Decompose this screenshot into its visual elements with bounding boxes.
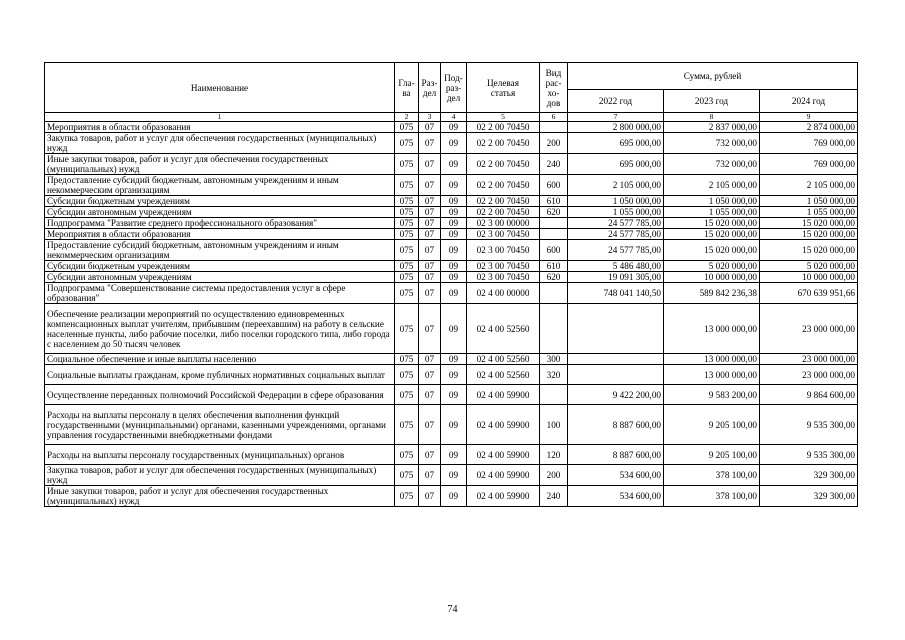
row-sum-2024: 9 864 600,00 (760, 385, 858, 405)
row-podrazdel: 09 (441, 272, 467, 283)
row-sum-2023: 2 837 000,00 (664, 122, 760, 133)
row-razdel: 07 (419, 175, 441, 196)
row-sum-2022: 1 050 000,00 (568, 196, 664, 207)
row-razdel: 07 (419, 445, 441, 465)
row-celevaya-statya: 02 3 00 70450 (467, 229, 540, 240)
row-name: Расходы на выплаты персоналу в целях обеспечения выполнения функций государственными (муниципальными) органами, казенными учреждениями, органами управления государственными внебюджетными фондами (45, 405, 395, 445)
row-razdel: 07 (419, 354, 441, 365)
row-razdel: 07 (419, 154, 441, 175)
row-celevaya-statya: 02 4 00 00000 (467, 283, 540, 304)
row-glava: 075 (395, 229, 419, 240)
table-row (45, 218, 858, 229)
row-celevaya-statya: 02 3 00 00000 (467, 218, 540, 229)
row-sum-2023: 13 000 000,00 (664, 304, 760, 354)
row-glava: 075 (395, 154, 419, 175)
table-row (45, 354, 858, 365)
row-glava: 075 (395, 240, 419, 261)
row-name: Иные закупки товаров, работ и услуг для обеспечения государственных (муниципальных) нужд (45, 154, 395, 175)
row-podrazdel: 09 (441, 283, 467, 304)
row-vid-rashodov: 100 (540, 405, 568, 445)
table-row (45, 365, 858, 385)
row-podrazdel: 09 (441, 154, 467, 175)
row-razdel: 07 (419, 196, 441, 207)
row-celevaya-statya: 02 2 00 70450 (467, 196, 540, 207)
row-sum-2022: 8 887 600,00 (568, 405, 664, 445)
row-podrazdel: 09 (441, 465, 467, 486)
row-celevaya-statya: 02 2 00 70450 (467, 207, 540, 218)
row-sum-2022: 5 486 480,00 (568, 261, 664, 272)
page-number: 74 (447, 604, 458, 615)
row-sum-2023: 10 000 000,00 (664, 272, 760, 283)
row-glava: 075 (395, 354, 419, 365)
row-glava: 075 (395, 385, 419, 405)
row-celevaya-statya: 02 2 00 70450 (467, 154, 540, 175)
row-sum-2024: 15 020 000,00 (760, 240, 858, 261)
row-podrazdel: 09 (441, 196, 467, 207)
row-podrazdel: 09 (441, 207, 467, 218)
row-glava: 075 (395, 365, 419, 385)
table-row (45, 283, 858, 304)
row-glava: 075 (395, 304, 419, 354)
row-sum-2024: 10 000 000,00 (760, 272, 858, 283)
row-sum-2024: 2 874 000,00 (760, 122, 858, 133)
row-razdel: 07 (419, 133, 441, 154)
header-year-2023: 2023 год (664, 90, 760, 113)
row-celevaya-statya: 02 4 00 52560 (467, 304, 540, 354)
row-name: Социальные выплаты гражданам, кроме публичных нормативных социальных выплат (45, 365, 395, 385)
row-razdel: 07 (419, 122, 441, 133)
header-year-2024: 2024 год (760, 90, 858, 113)
row-celevaya-statya: 02 3 00 70450 (467, 240, 540, 261)
row-sum-2023: 589 842 236,38 (664, 283, 760, 304)
row-sum-2022: 24 577 785,00 (568, 218, 664, 229)
row-podrazdel: 09 (441, 365, 467, 385)
row-razdel: 07 (419, 272, 441, 283)
table-row (45, 154, 858, 175)
row-name: Подпрограмма "Развитие среднего профессионального образования" (45, 218, 395, 229)
row-sum-2024: 670 639 951,66 (760, 283, 858, 304)
row-glava: 075 (395, 196, 419, 207)
row-sum-2023: 15 020 000,00 (664, 240, 760, 261)
row-podrazdel: 09 (441, 261, 467, 272)
header-year-2022: 2022 год (568, 90, 664, 113)
row-razdel: 07 (419, 465, 441, 486)
row-vid-rashodov: 620 (540, 272, 568, 283)
row-podrazdel: 09 (441, 304, 467, 354)
row-sum-2024: 769 000,00 (760, 133, 858, 154)
header-podrazdel: Под- раз- дел (441, 63, 467, 113)
row-celevaya-statya: 02 4 00 52560 (467, 354, 540, 365)
row-name: Закупка товаров, работ и услуг для обеспечения государственных (муниципальных) нужд (45, 133, 395, 154)
row-vid-rashodov: 600 (540, 175, 568, 196)
row-vid-rashodov: 200 (540, 465, 568, 486)
row-razdel: 07 (419, 405, 441, 445)
row-glava: 075 (395, 486, 419, 507)
row-glava: 075 (395, 405, 419, 445)
row-glava: 075 (395, 261, 419, 272)
row-name: Субсидии бюджетным учреждениям (45, 261, 395, 272)
row-name: Мероприятия в области образования (45, 229, 395, 240)
row-sum-2023: 732 000,00 (664, 154, 760, 175)
table-row (45, 175, 858, 196)
row-name: Расходы на выплаты персоналу государственных (муниципальных) органов (45, 445, 395, 465)
row-sum-2022: 24 577 785,00 (568, 240, 664, 261)
row-sum-2022: 748 041 140,50 (568, 283, 664, 304)
table-row (45, 240, 858, 261)
row-sum-2024: 23 000 000,00 (760, 304, 858, 354)
table-row (45, 261, 858, 272)
row-name: Закупка товаров, работ и услуг для обеспечения государственных (муниципальных) нужд (45, 465, 395, 486)
row-sum-2023: 13 000 000,00 (664, 354, 760, 365)
row-sum-2022 (568, 304, 664, 354)
row-sum-2024: 1 050 000,00 (760, 196, 858, 207)
row-sum-2023: 732 000,00 (664, 133, 760, 154)
row-sum-2022: 19 091 305,00 (568, 272, 664, 283)
table-row (45, 122, 858, 133)
row-sum-2024: 2 105 000,00 (760, 175, 858, 196)
row-celevaya-statya: 02 2 00 70450 (467, 175, 540, 196)
row-sum-2022: 1 055 000,00 (568, 207, 664, 218)
row-name: Мероприятия в области образования (45, 122, 395, 133)
row-sum-2024: 769 000,00 (760, 154, 858, 175)
row-sum-2023: 1 050 000,00 (664, 196, 760, 207)
table-header (45, 63, 858, 122)
row-vid-rashodov (540, 304, 568, 354)
header-celevaya-statya: Целевая статья (467, 63, 540, 113)
row-celevaya-statya: 02 4 00 59900 (467, 465, 540, 486)
row-sum-2023: 15 020 000,00 (664, 218, 760, 229)
row-vid-rashodov: 240 (540, 486, 568, 507)
col-number: 8 (664, 113, 760, 122)
row-name: Субсидии бюджетным учреждениям (45, 196, 395, 207)
row-vid-rashodov (540, 385, 568, 405)
row-sum-2022 (568, 354, 664, 365)
row-podrazdel: 09 (441, 218, 467, 229)
row-sum-2024: 329 300,00 (760, 486, 858, 507)
table-row (45, 486, 858, 507)
row-vid-rashodov (540, 229, 568, 240)
row-vid-rashodov: 600 (540, 240, 568, 261)
budget-table (44, 62, 858, 507)
table-row (45, 207, 858, 218)
row-celevaya-statya: 02 4 00 59900 (467, 486, 540, 507)
row-name: Субсидии автономным учреждениям (45, 272, 395, 283)
row-sum-2022 (568, 365, 664, 385)
row-sum-2022: 534 600,00 (568, 486, 664, 507)
row-podrazdel: 09 (441, 354, 467, 365)
row-sum-2024: 15 020 000,00 (760, 229, 858, 240)
row-sum-2024: 329 300,00 (760, 465, 858, 486)
row-sum-2024: 23 000 000,00 (760, 365, 858, 385)
header-summa: Сумма, рублей (568, 63, 858, 90)
row-sum-2024: 9 535 300,00 (760, 445, 858, 465)
row-podrazdel: 09 (441, 405, 467, 445)
col-number: 5 (467, 113, 540, 122)
col-number: 2 (395, 113, 419, 122)
row-vid-rashodov: 610 (540, 196, 568, 207)
row-celevaya-statya: 02 4 00 59900 (467, 445, 540, 465)
row-sum-2022: 2 105 000,00 (568, 175, 664, 196)
row-sum-2022: 695 000,00 (568, 133, 664, 154)
row-vid-rashodov: 300 (540, 354, 568, 365)
row-sum-2022: 2 800 000,00 (568, 122, 664, 133)
row-sum-2022: 9 422 200,00 (568, 385, 664, 405)
row-razdel: 07 (419, 240, 441, 261)
row-podrazdel: 09 (441, 133, 467, 154)
row-razdel: 07 (419, 229, 441, 240)
row-vid-rashodov: 320 (540, 365, 568, 385)
row-vid-rashodov: 200 (540, 133, 568, 154)
table-body (45, 122, 858, 507)
row-celevaya-statya: 02 2 00 70450 (467, 133, 540, 154)
table-row (45, 405, 858, 445)
col-number: 6 (540, 113, 568, 122)
row-sum-2023: 5 020 000,00 (664, 261, 760, 272)
row-glava: 075 (395, 272, 419, 283)
col-number: 1 (45, 113, 395, 122)
row-name: Иные закупки товаров, работ и услуг для обеспечения государственных (муниципальных) нужд (45, 486, 395, 507)
row-vid-rashodov (540, 218, 568, 229)
col-number: 9 (760, 113, 858, 122)
table-row (45, 304, 858, 354)
row-vid-rashodov: 620 (540, 207, 568, 218)
row-vid-rashodov: 240 (540, 154, 568, 175)
row-sum-2024: 5 020 000,00 (760, 261, 858, 272)
row-podrazdel: 09 (441, 122, 467, 133)
row-glava: 075 (395, 122, 419, 133)
row-podrazdel: 09 (441, 385, 467, 405)
row-sum-2024: 23 000 000,00 (760, 354, 858, 365)
row-celevaya-statya: 02 3 00 70450 (467, 261, 540, 272)
row-glava: 075 (395, 207, 419, 218)
row-razdel: 07 (419, 283, 441, 304)
row-razdel: 07 (419, 261, 441, 272)
row-sum-2022: 534 600,00 (568, 465, 664, 486)
row-podrazdel: 09 (441, 175, 467, 196)
header-razdel: Раз- дел (419, 63, 441, 113)
row-podrazdel: 09 (441, 229, 467, 240)
row-razdel: 07 (419, 365, 441, 385)
table-row (45, 385, 858, 405)
row-celevaya-statya: 02 3 00 70450 (467, 272, 540, 283)
row-sum-2024: 9 535 300,00 (760, 405, 858, 445)
column-number-row (45, 113, 858, 122)
row-sum-2023: 9 583 200,00 (664, 385, 760, 405)
row-name: Подпрограмма "Совершенствование системы предоставления услуг в сфере образования" (45, 283, 395, 304)
header-name: Наименование (45, 63, 395, 113)
row-glava: 075 (395, 218, 419, 229)
row-glava: 075 (395, 133, 419, 154)
row-razdel: 07 (419, 304, 441, 354)
row-sum-2022: 24 577 785,00 (568, 229, 664, 240)
row-sum-2023: 9 205 100,00 (664, 445, 760, 465)
row-sum-2023: 1 055 000,00 (664, 207, 760, 218)
row-sum-2023: 378 100,00 (664, 486, 760, 507)
row-vid-rashodov (540, 283, 568, 304)
row-vid-rashodov: 610 (540, 261, 568, 272)
row-glava: 075 (395, 465, 419, 486)
row-name: Предоставление субсидий бюджетным, автономным учреждениям и иным некоммерческим организациям (45, 175, 395, 196)
row-vid-rashodov: 120 (540, 445, 568, 465)
row-name: Осуществление переданных полномочий Российской Федерации в сфере образования (45, 385, 395, 405)
row-razdel: 07 (419, 486, 441, 507)
row-sum-2023: 15 020 000,00 (664, 229, 760, 240)
row-razdel: 07 (419, 385, 441, 405)
row-name: Субсидии автономным учреждениям (45, 207, 395, 218)
row-razdel: 07 (419, 207, 441, 218)
row-podrazdel: 09 (441, 240, 467, 261)
header-vid-rashodov: Вид рас- хо- дов (540, 63, 568, 113)
row-name: Обеспечение реализации мероприятий по осуществлению единовременных компенсационных выплат учителям, прибывшим (переехавшим) на работу в сельские населенные пункты, либо рабочие поселки, либо поселки городского типа, либо города с населением до 50 тысяч человек (45, 304, 395, 354)
row-celevaya-statya: 02 4 00 59900 (467, 405, 540, 445)
row-celevaya-statya: 02 4 00 59900 (467, 385, 540, 405)
table-row (45, 133, 858, 154)
row-sum-2024: 1 055 000,00 (760, 207, 858, 218)
table-row (45, 196, 858, 207)
col-number: 3 (419, 113, 441, 122)
table-row (45, 445, 858, 465)
header-glava: Гла- ва (395, 63, 419, 113)
row-name: Предоставление субсидий бюджетным, автономным учреждениям и иным некоммерческим организациям (45, 240, 395, 261)
row-glava: 075 (395, 445, 419, 465)
row-glava: 075 (395, 175, 419, 196)
row-sum-2023: 13 000 000,00 (664, 365, 760, 385)
row-celevaya-statya: 02 4 00 52560 (467, 365, 540, 385)
row-vid-rashodov (540, 122, 568, 133)
table-row (45, 229, 858, 240)
row-glava: 075 (395, 283, 419, 304)
table-row (45, 465, 858, 486)
budget-document (44, 62, 857, 507)
row-podrazdel: 09 (441, 486, 467, 507)
row-sum-2023: 9 205 100,00 (664, 405, 760, 445)
row-sum-2024: 15 020 000,00 (760, 218, 858, 229)
row-sum-2022: 695 000,00 (568, 154, 664, 175)
table-row (45, 272, 858, 283)
row-name: Социальное обеспечение и иные выплаты населению (45, 354, 395, 365)
col-number: 7 (568, 113, 664, 122)
col-number: 4 (441, 113, 467, 122)
row-razdel: 07 (419, 218, 441, 229)
row-sum-2023: 2 105 000,00 (664, 175, 760, 196)
row-celevaya-statya: 02 2 00 70450 (467, 122, 540, 133)
row-podrazdel: 09 (441, 445, 467, 465)
row-sum-2022: 8 887 600,00 (568, 445, 664, 465)
row-sum-2023: 378 100,00 (664, 465, 760, 486)
